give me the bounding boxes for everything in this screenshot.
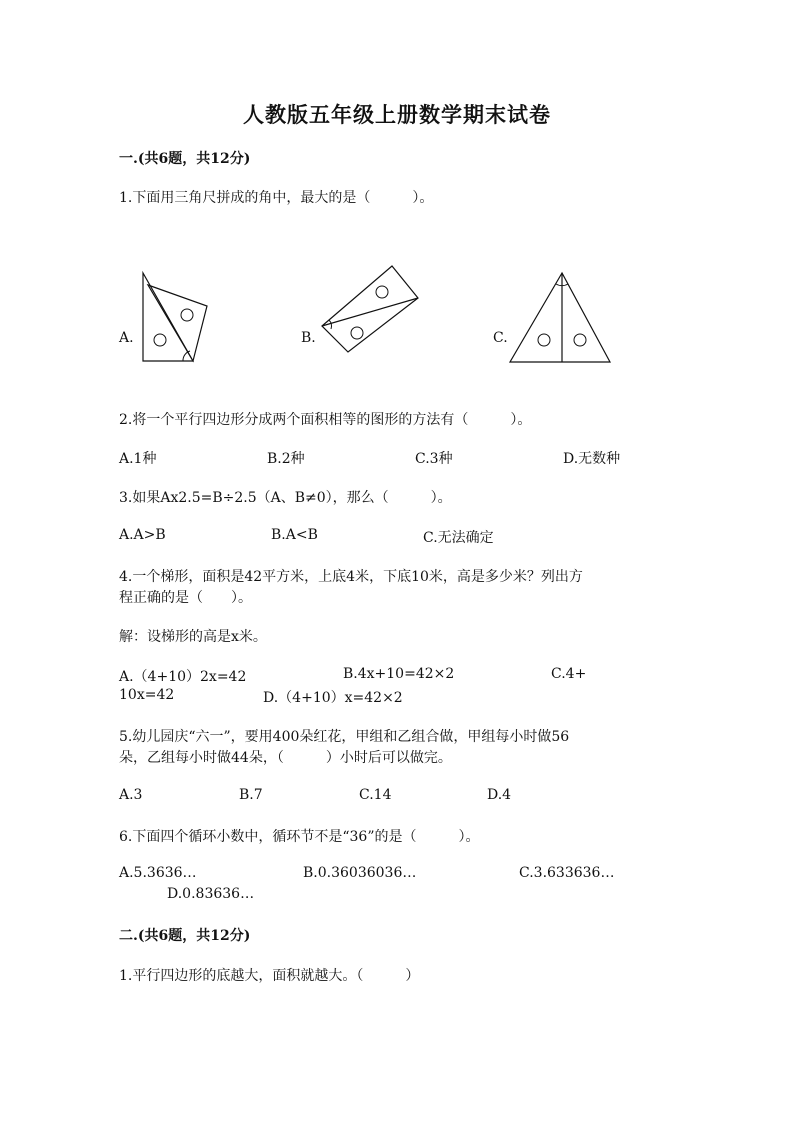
question-1: 1.下面用三角尺拼成的角中，最大的是（ ）。 xyxy=(119,190,434,206)
q2-option-a: A.1种 xyxy=(119,451,157,467)
question-3: 3.如果Ax2.5=B÷2.5（A、B≠0），那么（ ）。 xyxy=(119,490,452,506)
q1-c-triangle xyxy=(510,273,610,362)
q4-option-c-part-1: C.4+ xyxy=(551,666,587,682)
q1-b-circle-2 xyxy=(351,327,363,339)
q3-option-a: A.A>B xyxy=(119,527,166,543)
q6-option-a: A.5.3636… xyxy=(119,865,197,881)
q2-option-d: D.无数种 xyxy=(563,451,621,467)
q3-option-c: C.无法确定 xyxy=(423,530,494,546)
q6-option-b: B.0.36036036… xyxy=(303,865,417,881)
question-6: 6.下面四个循环小数中，循环节不是“36”的是（ ）。 xyxy=(119,829,480,845)
q6-option-d: D.0.83636… xyxy=(167,886,255,902)
q5-option-a: A.3 xyxy=(119,787,143,803)
q1-figure-a xyxy=(140,268,212,364)
question-4-solution: 解：设梯形的高是x米。 xyxy=(119,629,267,645)
q1-a-circle-1 xyxy=(154,334,166,346)
question-4-line-2: 程正确的是（ ）。 xyxy=(119,590,252,606)
q1-c-circle-1 xyxy=(538,334,550,346)
q1-b-circle-1 xyxy=(376,286,388,298)
section-2-heading: 二.(共6题，共12分) xyxy=(119,928,251,944)
q1-c-circle-2 xyxy=(574,334,586,346)
q5-option-d: D.4 xyxy=(487,787,512,803)
question-5-line-1: 5.幼儿园庆“六一”，要用400朵红花，甲组和乙组合做，甲组每小时做56 xyxy=(119,729,570,745)
q5-option-c: C.14 xyxy=(359,787,392,803)
question-4-line-1: 4.一个梯形，面积是42平方米，上底4米，下底10米，高是多少米？列出方 xyxy=(119,569,583,585)
q1-option-c-label: C. xyxy=(493,330,508,346)
question-2: 2.将一个平行四边形分成两个面积相等的图形的方法有（ ）。 xyxy=(119,412,532,428)
q1-figure-b xyxy=(320,264,420,354)
q4-option-a: A.（4+10）2x=42 xyxy=(119,669,247,685)
q1-b-angle-arc xyxy=(329,320,331,329)
q4-option-d: D.（4+10）x=42×2 xyxy=(263,690,403,706)
q3-option-b: B.A<B xyxy=(271,527,318,543)
section-1-heading: 一.(共6题，共12分) xyxy=(119,151,251,167)
q6-option-c: C.3.633636… xyxy=(519,865,615,881)
q1-figure-c xyxy=(508,270,612,364)
q5-option-b: B.7 xyxy=(239,787,263,803)
q1-b-diagonal xyxy=(322,298,418,326)
q1-option-a-label: A. xyxy=(119,330,134,346)
q1-a-angle-arc xyxy=(183,351,190,361)
question-5-line-2: 朵，乙组每小时做44朵，（ ）小时后可以做完。 xyxy=(119,750,452,766)
q1-option-b-label: B. xyxy=(301,330,316,346)
q1-a-circle-2 xyxy=(181,309,193,321)
q4-option-c-part-2: 10x=42 xyxy=(119,687,175,703)
q4-option-b: B.4x+10=42×2 xyxy=(343,666,455,682)
section-2-question-1: 1.平行四边形的底越大，面积就越大。（ ） xyxy=(119,968,420,984)
q2-option-c: C.3种 xyxy=(415,451,453,467)
page-title: 人教版五年级上册数学期末试卷 xyxy=(243,102,551,127)
q1-b-parallelogram xyxy=(322,266,418,352)
q2-option-b: B.2种 xyxy=(267,451,305,467)
